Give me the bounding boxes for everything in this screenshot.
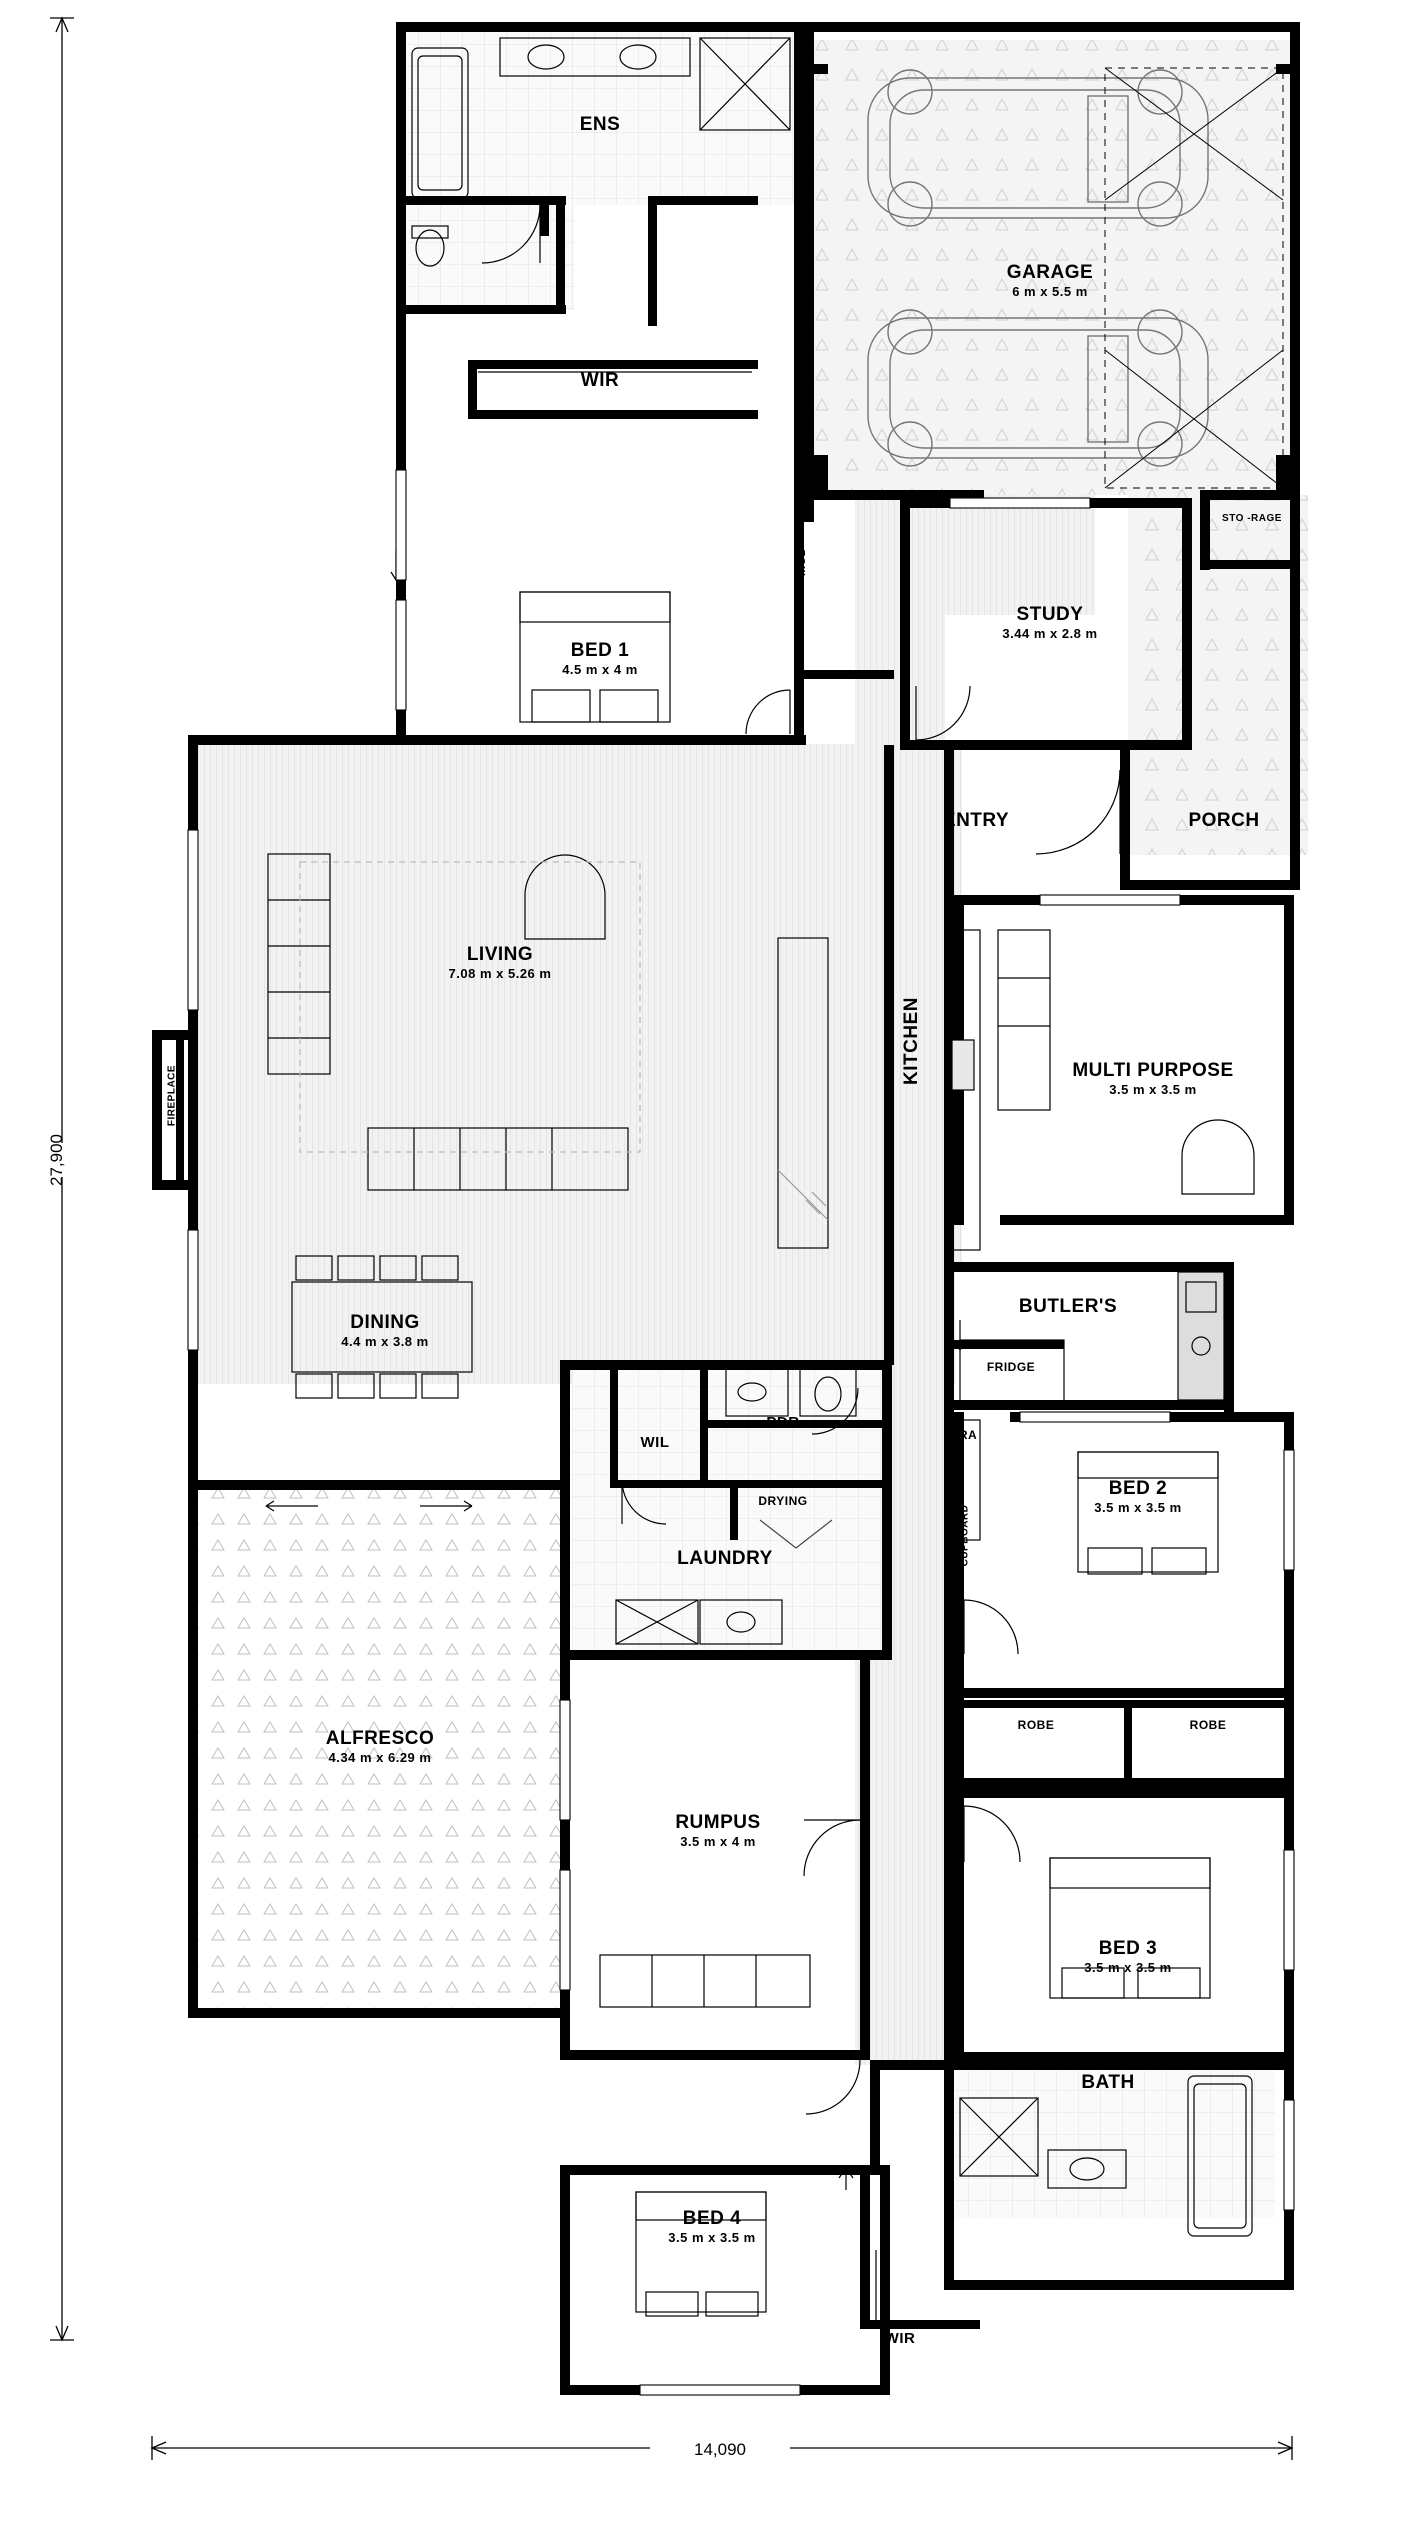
room-label-bed1: BED 1 4.5 m x 4 m <box>562 640 638 677</box>
room-label-robe-1: ROBE <box>1017 1718 1055 1732</box>
room-label-bath: BATH <box>1081 2072 1135 2093</box>
room-label-drying: DRYING <box>758 1494 808 1508</box>
room-label-porch: PORCH <box>1188 810 1260 831</box>
room-label-cupboard: CUPBOARD <box>959 1504 971 1567</box>
room-label-ens: ENS <box>579 114 621 135</box>
room-label-garage: GARAGE 6 m x 5.5 m <box>1006 262 1094 299</box>
room-label-pdr: PDR <box>766 1414 800 1431</box>
room-label-bed2: BED 2 3.5 m x 3.5 m <box>1094 1478 1182 1515</box>
room-label-bed3: BED 3 3.5 m x 3.5 m <box>1084 1938 1172 1975</box>
room-label-wir-master: WIR <box>580 370 620 391</box>
room-label-fridge: FRIDGE <box>986 1360 1036 1374</box>
room-label-mud: MUD <box>794 547 808 576</box>
room-label-kitchen: KITCHEN <box>901 997 922 1085</box>
room-label-multipurpose: MULTI PURPOSE 3.5 m x 3.5 m <box>1072 1060 1234 1097</box>
room-label-alfresco: ALFRESCO 4.34 m x 6.29 m <box>325 1728 435 1765</box>
room-label-rumpus: RUMPUS 3.5 m x 4 m <box>675 1812 761 1849</box>
room-label-entry: ENTRY <box>942 810 1010 831</box>
room-label-living: LIVING 7.08 m x 5.26 m <box>448 944 552 981</box>
svg-text:14,090: 14,090 <box>694 2440 746 2459</box>
room-label-ra: RA <box>958 1428 978 1442</box>
room-label-laundry: LAUNDRY <box>677 1548 773 1569</box>
room-label-wir-bed4: WIR <box>884 2330 916 2347</box>
room-label-robe-2: ROBE <box>1189 1718 1227 1732</box>
room-label-storage: STO -RAGE <box>1222 513 1282 524</box>
room-label-bed4: BED 4 3.5 m x 3.5 m <box>668 2208 756 2245</box>
room-label-wil: WIL <box>640 1434 670 1451</box>
room-label-fireplace: FIREPLACE <box>166 1064 178 1127</box>
room-label-butlers: BUTLER'S <box>1018 1296 1118 1317</box>
room-label-dining: DINING 4.4 m x 3.8 m <box>341 1312 429 1349</box>
svg-text:27,900: 27,900 <box>47 1134 66 1186</box>
room-label-study: STUDY 3.44 m x 2.8 m <box>1002 604 1098 641</box>
